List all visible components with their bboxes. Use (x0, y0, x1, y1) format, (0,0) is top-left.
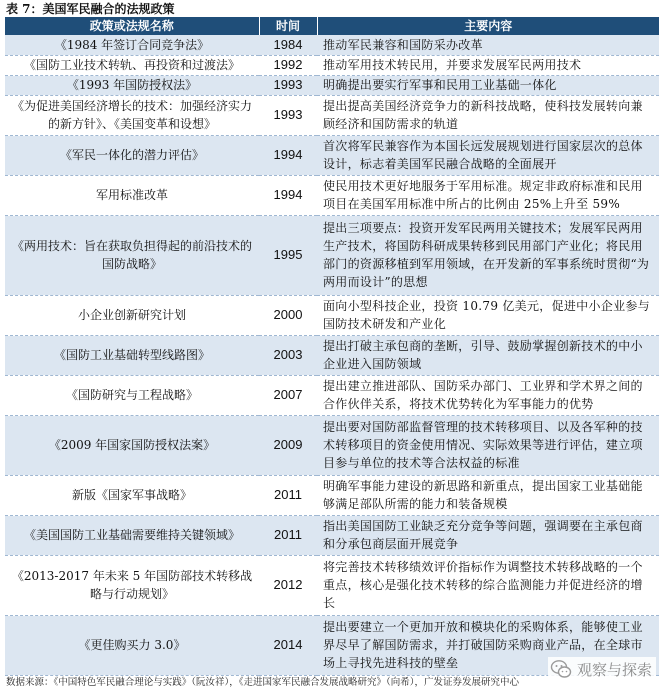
policy-name: 《国防工业技术转轨、再投资和过渡法》 (5, 55, 259, 75)
policy-year: 2003 (259, 335, 317, 375)
policy-name: 小企业创新研究计划 (5, 295, 259, 335)
policy-content: 提出三项要点：投资开发军民两用关键技术；发展军民两用生产技术，将国防科研成果转移到民用部门产业化；将民用部门的资源移植到军用领域，在开发新的军事系统时贯彻“为两用而设计”的思想 (317, 215, 659, 295)
table-row (5, 175, 659, 215)
policy-year: 2014 (259, 615, 317, 675)
policy-name: 军用标准改革 (5, 175, 259, 215)
policy-year: 2007 (259, 375, 317, 415)
policy-year: 2009 (259, 415, 317, 475)
table-row (5, 555, 659, 615)
table-row (5, 515, 659, 555)
table-row (5, 55, 659, 75)
table-row (5, 135, 659, 175)
table-row (5, 415, 659, 475)
policy-year: 1993 (259, 95, 317, 135)
policy-year: 2012 (259, 555, 317, 615)
policy-name: 《更佳购买力 3.0》 (5, 615, 259, 675)
policy-content: 提出打破主承包商的垄断，引导、鼓励掌握创新技术的中小企业进入国防领域 (317, 335, 659, 375)
table-row (5, 75, 659, 95)
policy-content: 使民用技术更好地服务于军用标准。规定非政府标准和民用项目在美国军用标准中所占的比例由 25%上升至 59% (317, 175, 659, 215)
header-policy-name: 政策或法规名称 (5, 17, 259, 35)
policy-year: 1984 (259, 35, 317, 55)
policy-name: 《国防工业基础转型线路图》 (5, 335, 259, 375)
policy-content: 首次将军民兼容作为本国长远发展规划进行国家层次的总体设计，标志着美国军民融合战略的全面展开 (317, 135, 659, 175)
policy-content: 提出要建立一个更加开放和模块化的采购体系，能够使工业界尽早了解国防需求，并打破国防采购商业产品，在全球市场上寻找先进科技的壁垒 (317, 615, 659, 675)
watermark-text: 观察与探索 (576, 661, 652, 679)
policy-content: 明确军事能力建设的新思路和新重点，提出国家工业基础能够满足部队所需的能力和装备规模 (317, 475, 659, 515)
policy-name: 《国防研究与工程战略》 (5, 375, 259, 415)
policy-year: 1994 (259, 175, 317, 215)
policy-content: 推动军民兼容和国防采办改革 (317, 35, 659, 55)
policy-name: 《1984 年签订合同竞争法》 (5, 35, 259, 55)
policy-content: 提出要对国防部监督管理的技术转移项目、以及各军种的技术转移项目的资金使用情况、实际效果等进行评估，建立项目参与单位的技术等合法权益的标准 (317, 415, 659, 475)
policy-name: 《2013-2017 年未来 5 年国防部技术转移战略与行动规划》 (5, 555, 259, 615)
table-row (5, 295, 659, 335)
table-row (5, 215, 659, 295)
table-row (5, 95, 659, 135)
table-header-row (5, 17, 659, 35)
table-row (5, 375, 659, 415)
policy-name: 新版《国家军事战略》 (5, 475, 259, 515)
policy-year: 2011 (259, 515, 317, 555)
policy-content: 提出提高美国经济竞争力的新科技战略，使科技发展转向兼顾经济和国防需求的轨道 (317, 95, 659, 135)
header-year: 时间 (259, 17, 317, 35)
header-content: 主要内容 (317, 17, 659, 35)
table-row (5, 475, 659, 515)
policy-name: 《美国国防工业基础需要维持关键领域》 (5, 515, 259, 555)
policy-year: 2000 (259, 295, 317, 335)
table-row (5, 335, 659, 375)
policy-name: 《军民一体化的潜力评估》 (5, 135, 259, 175)
policy-content: 面向小型科技企业，投资 10.79 亿美元，促进中小企业参与国防技术研发和产业化 (317, 295, 659, 335)
policy-content: 指出美国国防工业缺乏充分竞争等问题，强调要在主承包商和分承包商层面开展竞争 (317, 515, 659, 555)
policy-content: 明确提出要实行军事和民用工业基础一体化 (317, 75, 659, 95)
policy-year: 2011 (259, 475, 317, 515)
policy-content: 将完善技术转移绩效评价指标作为调整技术转移战略的一个重点，核心是强化技术转移的综合监测能力并促进经济的增长 (317, 555, 659, 615)
policy-table (5, 17, 659, 676)
policy-year: 1993 (259, 75, 317, 95)
policy-year: 1994 (259, 135, 317, 175)
policy-name: 《2009 年国家国防授权法案》 (5, 415, 259, 475)
table-caption: 表 7：美国军民融合的法规政策 (6, 2, 175, 16)
policy-name: 《为促进美国经济增长的技术：加强经济实力的新方针》、《美国变革和设想》 (5, 95, 259, 135)
watermark (548, 657, 656, 681)
policy-name: 《两用技术：旨在获取负担得起的前沿技术的国防战略》 (5, 215, 259, 295)
policy-year: 1995 (259, 215, 317, 295)
policy-content: 提出建立推进部队、国防采办部门、工业界和学术界之间的合作伙伴关系，将技术优势转化为军事能力的优势 (317, 375, 659, 415)
policy-content: 推动军用技术转民用，并要求发展军民两用技术 (317, 55, 659, 75)
table-row (5, 35, 659, 55)
policy-year: 1992 (259, 55, 317, 75)
wechat-icon (550, 658, 572, 680)
data-source-note: 数据来源：《中国特色军民融合理论与实践》（阮汝祥），《走进国家军民融合发展战略研究》（向希），广发证券发展研究中心 (6, 677, 520, 688)
policy-name: 《1993 年国防授权法》 (5, 75, 259, 95)
